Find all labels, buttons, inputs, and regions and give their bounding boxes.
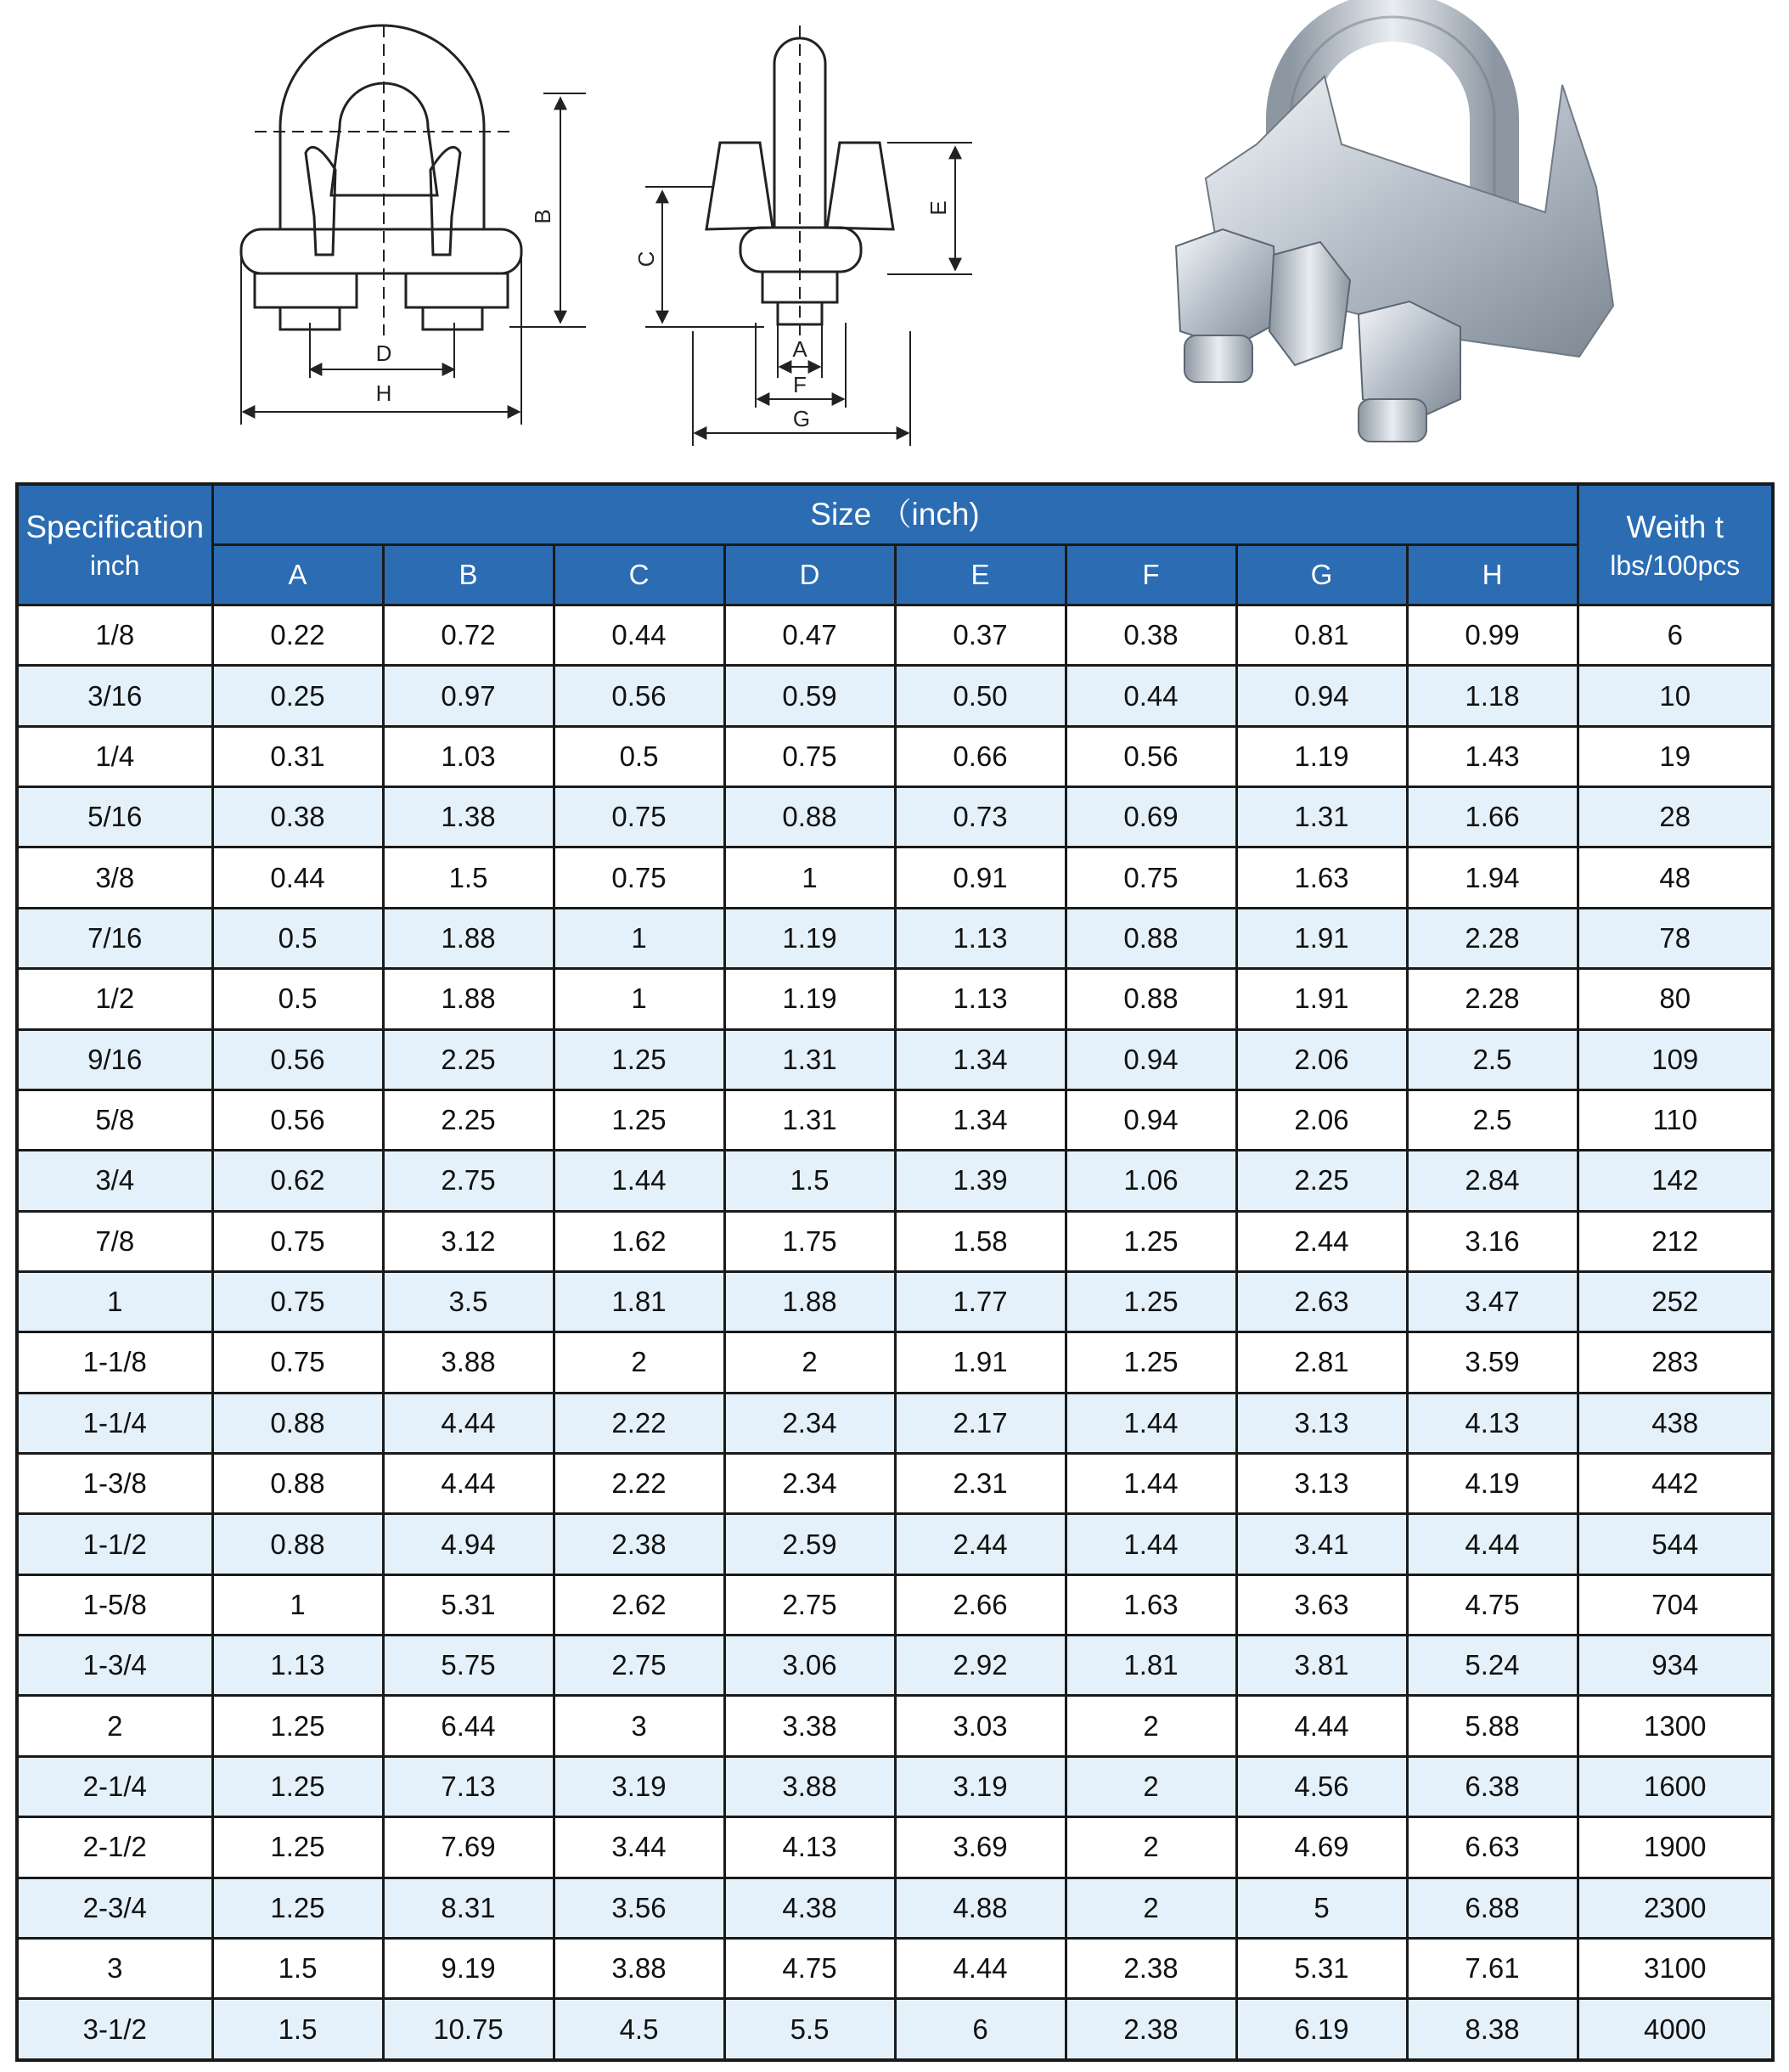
spec-cell: 7/8 bbox=[17, 1211, 212, 1271]
size-cell: 0.22 bbox=[212, 605, 383, 666]
size-cell: 3.88 bbox=[383, 1332, 554, 1393]
size-cell: 2.38 bbox=[1066, 1938, 1236, 1998]
size-cell: 5.24 bbox=[1407, 1636, 1578, 1696]
size-cell: 2.38 bbox=[1066, 1999, 1236, 2060]
weight-cell: 6 bbox=[1578, 605, 1773, 666]
size-cell: 2 bbox=[1066, 1756, 1236, 1816]
size-cell: 0.88 bbox=[1066, 908, 1236, 968]
size-cell: 1.34 bbox=[895, 1089, 1066, 1150]
size-cell: 1.88 bbox=[383, 908, 554, 968]
column-header-g: G bbox=[1236, 545, 1407, 605]
size-cell: 2.44 bbox=[895, 1514, 1066, 1574]
spec-cell: 3/16 bbox=[17, 666, 212, 726]
size-cell: 0.50 bbox=[895, 666, 1066, 726]
table-row bbox=[17, 1271, 1773, 1332]
size-cell: 1.43 bbox=[1407, 726, 1578, 786]
size-cell: 9.19 bbox=[383, 1938, 554, 1998]
weight-cell: 19 bbox=[1578, 726, 1773, 786]
size-cell: 3.56 bbox=[554, 1878, 724, 1938]
size-cell: 3.47 bbox=[1407, 1271, 1578, 1332]
table-row bbox=[17, 1696, 1773, 1756]
size-cell: 0.66 bbox=[895, 726, 1066, 786]
size-cell: 2.66 bbox=[895, 1574, 1066, 1635]
size-cell: 1.94 bbox=[1407, 847, 1578, 908]
weight-cell: 78 bbox=[1578, 908, 1773, 968]
table-row bbox=[17, 1151, 1773, 1211]
table-row bbox=[17, 726, 1773, 786]
size-cell: 6.63 bbox=[1407, 1817, 1578, 1878]
table-row bbox=[17, 605, 1773, 666]
size-cell: 0.88 bbox=[724, 787, 895, 847]
spec-cell: 1 bbox=[17, 1271, 212, 1332]
size-cell: 2.75 bbox=[383, 1151, 554, 1211]
size-cell: 1.13 bbox=[212, 1636, 383, 1696]
size-cell: 1.34 bbox=[895, 1029, 1066, 1089]
size-cell: 2 bbox=[554, 1332, 724, 1393]
size-cell: 4.13 bbox=[724, 1817, 895, 1878]
side-label-g: G bbox=[792, 406, 811, 431]
size-cell: 1.63 bbox=[1236, 847, 1407, 908]
size-cell: 0.38 bbox=[1066, 605, 1236, 666]
table-body bbox=[17, 605, 1773, 2061]
size-cell: 1.91 bbox=[1236, 908, 1407, 968]
table-row bbox=[17, 1514, 1773, 1574]
weight-cell: 438 bbox=[1578, 1393, 1773, 1453]
size-cell: 2.25 bbox=[383, 1029, 554, 1089]
size-header: Size （inch) bbox=[212, 484, 1578, 545]
size-cell: 5.31 bbox=[1236, 1938, 1407, 1998]
size-cell: 0.75 bbox=[212, 1332, 383, 1393]
size-cell: 1.25 bbox=[1066, 1211, 1236, 1271]
weight-cell: 2300 bbox=[1578, 1878, 1773, 1938]
size-cell: 4.38 bbox=[724, 1878, 895, 1938]
size-cell: 4.69 bbox=[1236, 1817, 1407, 1878]
table-row bbox=[17, 1636, 1773, 1696]
weight-cell: 1600 bbox=[1578, 1756, 1773, 1816]
size-cell: 2.44 bbox=[1236, 1211, 1407, 1271]
front-view-drawing bbox=[241, 25, 586, 425]
size-cell: 1.63 bbox=[1066, 1574, 1236, 1635]
size-cell: 1.31 bbox=[1236, 787, 1407, 847]
specification-unit: inch bbox=[89, 549, 140, 581]
size-cell: 2.22 bbox=[554, 1393, 724, 1453]
spec-cell: 2-1/4 bbox=[17, 1756, 212, 1816]
size-cell: 1.25 bbox=[1066, 1332, 1236, 1393]
size-cell: 3.44 bbox=[554, 1817, 724, 1878]
size-cell: 1.25 bbox=[212, 1756, 383, 1816]
size-cell: 1.18 bbox=[1407, 666, 1578, 726]
size-cell: 7.13 bbox=[383, 1756, 554, 1816]
size-cell: 7.69 bbox=[383, 1817, 554, 1878]
size-cell: 0.37 bbox=[895, 605, 1066, 666]
table-row bbox=[17, 1332, 1773, 1393]
side-label-a: A bbox=[792, 336, 807, 362]
size-cell: 1.25 bbox=[554, 1089, 724, 1150]
size-cell: 8.38 bbox=[1407, 1999, 1578, 2060]
spec-cell: 5/8 bbox=[17, 1089, 212, 1150]
size-cell: 1.81 bbox=[554, 1271, 724, 1332]
size-cell: 0.91 bbox=[895, 847, 1066, 908]
specification-header bbox=[17, 484, 212, 605]
size-cell: 0.88 bbox=[212, 1514, 383, 1574]
column-header-h: H bbox=[1407, 545, 1578, 605]
size-cell: 1.44 bbox=[554, 1151, 724, 1211]
size-cell: 1.31 bbox=[724, 1029, 895, 1089]
size-cell: 3.41 bbox=[1236, 1514, 1407, 1574]
size-cell: 3.88 bbox=[554, 1938, 724, 1998]
size-cell: 0.73 bbox=[895, 787, 1066, 847]
size-cell: 2.84 bbox=[1407, 1151, 1578, 1211]
size-cell: 2.38 bbox=[554, 1514, 724, 1574]
header-row-letters bbox=[17, 545, 1773, 605]
spec-cell: 1-3/4 bbox=[17, 1636, 212, 1696]
spec-cell: 3/8 bbox=[17, 847, 212, 908]
weight-cell: 80 bbox=[1578, 969, 1773, 1029]
spec-cell: 7/16 bbox=[17, 908, 212, 968]
weight-cell: 109 bbox=[1578, 1029, 1773, 1089]
size-cell: 1.31 bbox=[724, 1089, 895, 1150]
size-cell: 0.94 bbox=[1236, 666, 1407, 726]
size-cell: 0.5 bbox=[212, 908, 383, 968]
specification-table bbox=[15, 482, 1775, 2062]
size-cell: 3.13 bbox=[1236, 1454, 1407, 1514]
spec-cell: 2-1/2 bbox=[17, 1817, 212, 1878]
column-header-f: F bbox=[1066, 545, 1236, 605]
size-cell: 1.88 bbox=[383, 969, 554, 1029]
size-cell: 1.25 bbox=[212, 1696, 383, 1756]
weight-cell: 110 bbox=[1578, 1089, 1773, 1150]
size-cell: 0.31 bbox=[212, 726, 383, 786]
size-cell: 2.62 bbox=[554, 1574, 724, 1635]
size-cell: 0.44 bbox=[212, 847, 383, 908]
size-cell: 0.5 bbox=[554, 726, 724, 786]
size-cell: 2 bbox=[1066, 1817, 1236, 1878]
size-cell: 4.75 bbox=[1407, 1574, 1578, 1635]
column-header-a: A bbox=[212, 545, 383, 605]
size-cell: 0.56 bbox=[212, 1089, 383, 1150]
size-cell: 1.06 bbox=[1066, 1151, 1236, 1211]
size-cell: 0.94 bbox=[1066, 1089, 1236, 1150]
size-cell: 6.88 bbox=[1407, 1878, 1578, 1938]
spec-cell: 3 bbox=[17, 1938, 212, 1998]
size-cell: 3.69 bbox=[895, 1817, 1066, 1878]
size-cell: 0.59 bbox=[724, 666, 895, 726]
size-cell: 2.17 bbox=[895, 1393, 1066, 1453]
size-cell: 8.31 bbox=[383, 1878, 554, 1938]
weight-header bbox=[1578, 484, 1773, 605]
size-cell: 5.88 bbox=[1407, 1696, 1578, 1756]
size-cell: 0.69 bbox=[1066, 787, 1236, 847]
size-cell: 0.56 bbox=[554, 666, 724, 726]
column-header-c: C bbox=[554, 545, 724, 605]
side-view-drawing bbox=[645, 25, 972, 446]
size-cell: 2.31 bbox=[895, 1454, 1066, 1514]
size-cell: 3.81 bbox=[1236, 1636, 1407, 1696]
size-cell: 1.25 bbox=[212, 1817, 383, 1878]
table-row bbox=[17, 1574, 1773, 1635]
size-cell: 4.44 bbox=[383, 1393, 554, 1453]
size-cell: 0.94 bbox=[1066, 1029, 1236, 1089]
size-cell: 2.5 bbox=[1407, 1089, 1578, 1150]
size-cell: 1.19 bbox=[724, 969, 895, 1029]
front-label-d: D bbox=[375, 341, 392, 366]
size-cell: 2.63 bbox=[1236, 1271, 1407, 1332]
size-cell: 0.75 bbox=[724, 726, 895, 786]
weight-cell: 212 bbox=[1578, 1211, 1773, 1271]
size-cell: 4.5 bbox=[554, 1999, 724, 2060]
table-row bbox=[17, 1211, 1773, 1271]
weight-cell: 10 bbox=[1578, 666, 1773, 726]
weight-cell: 252 bbox=[1578, 1271, 1773, 1332]
size-cell: 10.75 bbox=[383, 1999, 554, 2060]
size-cell: 1.66 bbox=[1407, 787, 1578, 847]
size-cell: 5.75 bbox=[383, 1636, 554, 1696]
size-cell: 2.25 bbox=[1236, 1151, 1407, 1211]
weight-cell: 3100 bbox=[1578, 1938, 1773, 1998]
size-cell: 0.75 bbox=[554, 847, 724, 908]
table-row bbox=[17, 1029, 1773, 1089]
size-cell: 1.19 bbox=[1236, 726, 1407, 786]
size-cell: 1.44 bbox=[1066, 1393, 1236, 1453]
size-cell: 1 bbox=[212, 1574, 383, 1635]
table-row bbox=[17, 908, 1773, 968]
size-cell: 0.25 bbox=[212, 666, 383, 726]
size-cell: 0.62 bbox=[212, 1151, 383, 1211]
spec-cell: 3-1/2 bbox=[17, 1999, 212, 2060]
size-cell: 3 bbox=[554, 1696, 724, 1756]
weight-cell: 48 bbox=[1578, 847, 1773, 908]
size-cell: 2.75 bbox=[724, 1574, 895, 1635]
size-cell: 0.72 bbox=[383, 605, 554, 666]
size-cell: 4.44 bbox=[1407, 1514, 1578, 1574]
size-cell: 3.38 bbox=[724, 1696, 895, 1756]
size-cell: 1.5 bbox=[724, 1151, 895, 1211]
size-cell: 1.88 bbox=[724, 1271, 895, 1332]
drawings-area bbox=[0, 0, 1789, 476]
size-cell: 2.5 bbox=[1407, 1029, 1578, 1089]
size-cell: 1.5 bbox=[212, 1999, 383, 2060]
size-cell: 2.59 bbox=[724, 1514, 895, 1574]
spec-cell: 1-1/4 bbox=[17, 1393, 212, 1453]
size-cell: 0.5 bbox=[212, 969, 383, 1029]
size-cell: 4.44 bbox=[383, 1454, 554, 1514]
size-cell: 4.75 bbox=[724, 1938, 895, 1998]
size-cell: 2.75 bbox=[554, 1636, 724, 1696]
weight-cell: 704 bbox=[1578, 1574, 1773, 1635]
size-cell: 0.44 bbox=[554, 605, 724, 666]
spec-cell: 5/16 bbox=[17, 787, 212, 847]
size-cell: 1 bbox=[554, 908, 724, 968]
size-cell: 1.5 bbox=[212, 1938, 383, 1998]
spec-cell: 1-1/2 bbox=[17, 1514, 212, 1574]
size-cell: 0.88 bbox=[212, 1393, 383, 1453]
size-cell: 1.91 bbox=[895, 1332, 1066, 1393]
size-cell: 0.38 bbox=[212, 787, 383, 847]
size-cell: 3.88 bbox=[724, 1756, 895, 1816]
size-cell: 2 bbox=[724, 1332, 895, 1393]
size-cell: 1.62 bbox=[554, 1211, 724, 1271]
size-cell: 2.22 bbox=[554, 1454, 724, 1514]
spec-cell: 1-5/8 bbox=[17, 1574, 212, 1635]
size-cell: 3.19 bbox=[554, 1756, 724, 1816]
size-cell: 3.12 bbox=[383, 1211, 554, 1271]
size-cell: 3.06 bbox=[724, 1636, 895, 1696]
weight-cell: 544 bbox=[1578, 1514, 1773, 1574]
size-cell: 6.44 bbox=[383, 1696, 554, 1756]
size-cell: 0.75 bbox=[1066, 847, 1236, 908]
table-row bbox=[17, 1817, 1773, 1878]
column-header-d: D bbox=[724, 545, 895, 605]
size-cell: 4.44 bbox=[1236, 1696, 1407, 1756]
size-cell: 1.13 bbox=[895, 969, 1066, 1029]
size-cell: 6.19 bbox=[1236, 1999, 1407, 2060]
table-row bbox=[17, 1089, 1773, 1150]
weight-cell: 1900 bbox=[1578, 1817, 1773, 1878]
table-row bbox=[17, 1938, 1773, 1998]
size-cell: 5 bbox=[1236, 1878, 1407, 1938]
weight-unit: lbs/100pcs bbox=[1610, 549, 1741, 581]
table-row bbox=[17, 666, 1773, 726]
size-cell: 7.61 bbox=[1407, 1938, 1578, 1998]
weight-title: Weith t bbox=[1626, 509, 1724, 544]
size-cell: 1.19 bbox=[724, 908, 895, 968]
size-cell: 0.75 bbox=[554, 787, 724, 847]
weight-cell: 283 bbox=[1578, 1332, 1773, 1393]
size-cell: 0.56 bbox=[212, 1029, 383, 1089]
size-cell: 1.39 bbox=[895, 1151, 1066, 1211]
size-cell: 3.03 bbox=[895, 1696, 1066, 1756]
size-cell: 1.5 bbox=[383, 847, 554, 908]
size-cell: 2.34 bbox=[724, 1454, 895, 1514]
size-cell: 0.88 bbox=[212, 1454, 383, 1514]
table-row bbox=[17, 787, 1773, 847]
size-cell: 1.75 bbox=[724, 1211, 895, 1271]
front-label-h: H bbox=[375, 380, 392, 406]
size-cell: 1.44 bbox=[1066, 1514, 1236, 1574]
size-cell: 1 bbox=[554, 969, 724, 1029]
size-cell: 0.88 bbox=[1066, 969, 1236, 1029]
size-cell: 0.81 bbox=[1236, 605, 1407, 666]
size-cell: 6 bbox=[895, 1999, 1066, 2060]
front-label-b: B bbox=[530, 209, 555, 224]
size-cell: 1.44 bbox=[1066, 1454, 1236, 1514]
size-cell: 2.06 bbox=[1236, 1089, 1407, 1150]
size-cell: 2.25 bbox=[383, 1089, 554, 1150]
table-row bbox=[17, 847, 1773, 908]
size-cell: 3.63 bbox=[1236, 1574, 1407, 1635]
table-row bbox=[17, 969, 1773, 1029]
spec-cell: 1/2 bbox=[17, 969, 212, 1029]
size-cell: 3.19 bbox=[895, 1756, 1066, 1816]
size-cell: 2.34 bbox=[724, 1393, 895, 1453]
size-cell: 0.97 bbox=[383, 666, 554, 726]
size-cell: 3.59 bbox=[1407, 1332, 1578, 1393]
weight-cell: 142 bbox=[1578, 1151, 1773, 1211]
size-cell: 0.47 bbox=[724, 605, 895, 666]
spec-cell: 9/16 bbox=[17, 1029, 212, 1089]
size-cell: 4.13 bbox=[1407, 1393, 1578, 1453]
size-cell: 4.88 bbox=[895, 1878, 1066, 1938]
specification-title: Specification bbox=[25, 509, 205, 544]
size-cell: 2.92 bbox=[895, 1636, 1066, 1696]
spec-cell: 1-3/8 bbox=[17, 1454, 212, 1514]
wire-rope-clip-photo bbox=[1176, 17, 1613, 442]
size-cell: 2.06 bbox=[1236, 1029, 1407, 1089]
size-cell: 1.25 bbox=[1066, 1271, 1236, 1332]
column-header-b: B bbox=[383, 545, 554, 605]
header-row-top bbox=[17, 484, 1773, 545]
table-row bbox=[17, 1756, 1773, 1816]
size-cell: 0.44 bbox=[1066, 666, 1236, 726]
table-row bbox=[17, 1999, 1773, 2060]
weight-cell: 442 bbox=[1578, 1454, 1773, 1514]
size-cell: 2.28 bbox=[1407, 969, 1578, 1029]
size-cell: 3.13 bbox=[1236, 1393, 1407, 1453]
spec-cell: 1-1/8 bbox=[17, 1332, 212, 1393]
size-cell: 0.56 bbox=[1066, 726, 1236, 786]
spec-cell: 2 bbox=[17, 1696, 212, 1756]
size-cell: 0.75 bbox=[212, 1271, 383, 1332]
size-cell: 1 bbox=[724, 847, 895, 908]
size-cell: 5.5 bbox=[724, 1999, 895, 2060]
size-cell: 1.81 bbox=[1066, 1636, 1236, 1696]
column-header-e: E bbox=[895, 545, 1066, 605]
size-cell: 1.03 bbox=[383, 726, 554, 786]
size-cell: 1.91 bbox=[1236, 969, 1407, 1029]
size-cell: 1.77 bbox=[895, 1271, 1066, 1332]
weight-cell: 28 bbox=[1578, 787, 1773, 847]
spec-cell: 1/8 bbox=[17, 605, 212, 666]
size-cell: 3.16 bbox=[1407, 1211, 1578, 1271]
size-cell: 1.58 bbox=[895, 1211, 1066, 1271]
size-cell: 2 bbox=[1066, 1696, 1236, 1756]
size-cell: 1.13 bbox=[895, 908, 1066, 968]
side-label-e: E bbox=[925, 200, 951, 216]
side-label-c: C bbox=[633, 251, 659, 267]
size-cell: 4.44 bbox=[895, 1938, 1066, 1998]
size-cell: 4.19 bbox=[1407, 1454, 1578, 1514]
spec-cell: 2-3/4 bbox=[17, 1878, 212, 1938]
size-cell: 6.38 bbox=[1407, 1756, 1578, 1816]
size-cell: 1.25 bbox=[554, 1029, 724, 1089]
size-cell: 2 bbox=[1066, 1878, 1236, 1938]
table-row bbox=[17, 1878, 1773, 1938]
spec-cell: 1/4 bbox=[17, 726, 212, 786]
table-row bbox=[17, 1393, 1773, 1453]
size-cell: 2.81 bbox=[1236, 1332, 1407, 1393]
size-cell: 4.94 bbox=[383, 1514, 554, 1574]
size-cell: 1.38 bbox=[383, 787, 554, 847]
size-cell: 1.25 bbox=[212, 1878, 383, 1938]
size-cell: 2.28 bbox=[1407, 908, 1578, 968]
weight-cell: 934 bbox=[1578, 1636, 1773, 1696]
size-cell: 3.5 bbox=[383, 1271, 554, 1332]
spec-cell: 3/4 bbox=[17, 1151, 212, 1211]
size-cell: 5.31 bbox=[383, 1574, 554, 1635]
side-label-f: F bbox=[793, 372, 807, 397]
size-cell: 4.56 bbox=[1236, 1756, 1407, 1816]
table-row bbox=[17, 1454, 1773, 1514]
size-cell: 0.75 bbox=[212, 1211, 383, 1271]
size-cell: 0.99 bbox=[1407, 605, 1578, 666]
weight-cell: 1300 bbox=[1578, 1696, 1773, 1756]
weight-cell: 4000 bbox=[1578, 1999, 1773, 2060]
